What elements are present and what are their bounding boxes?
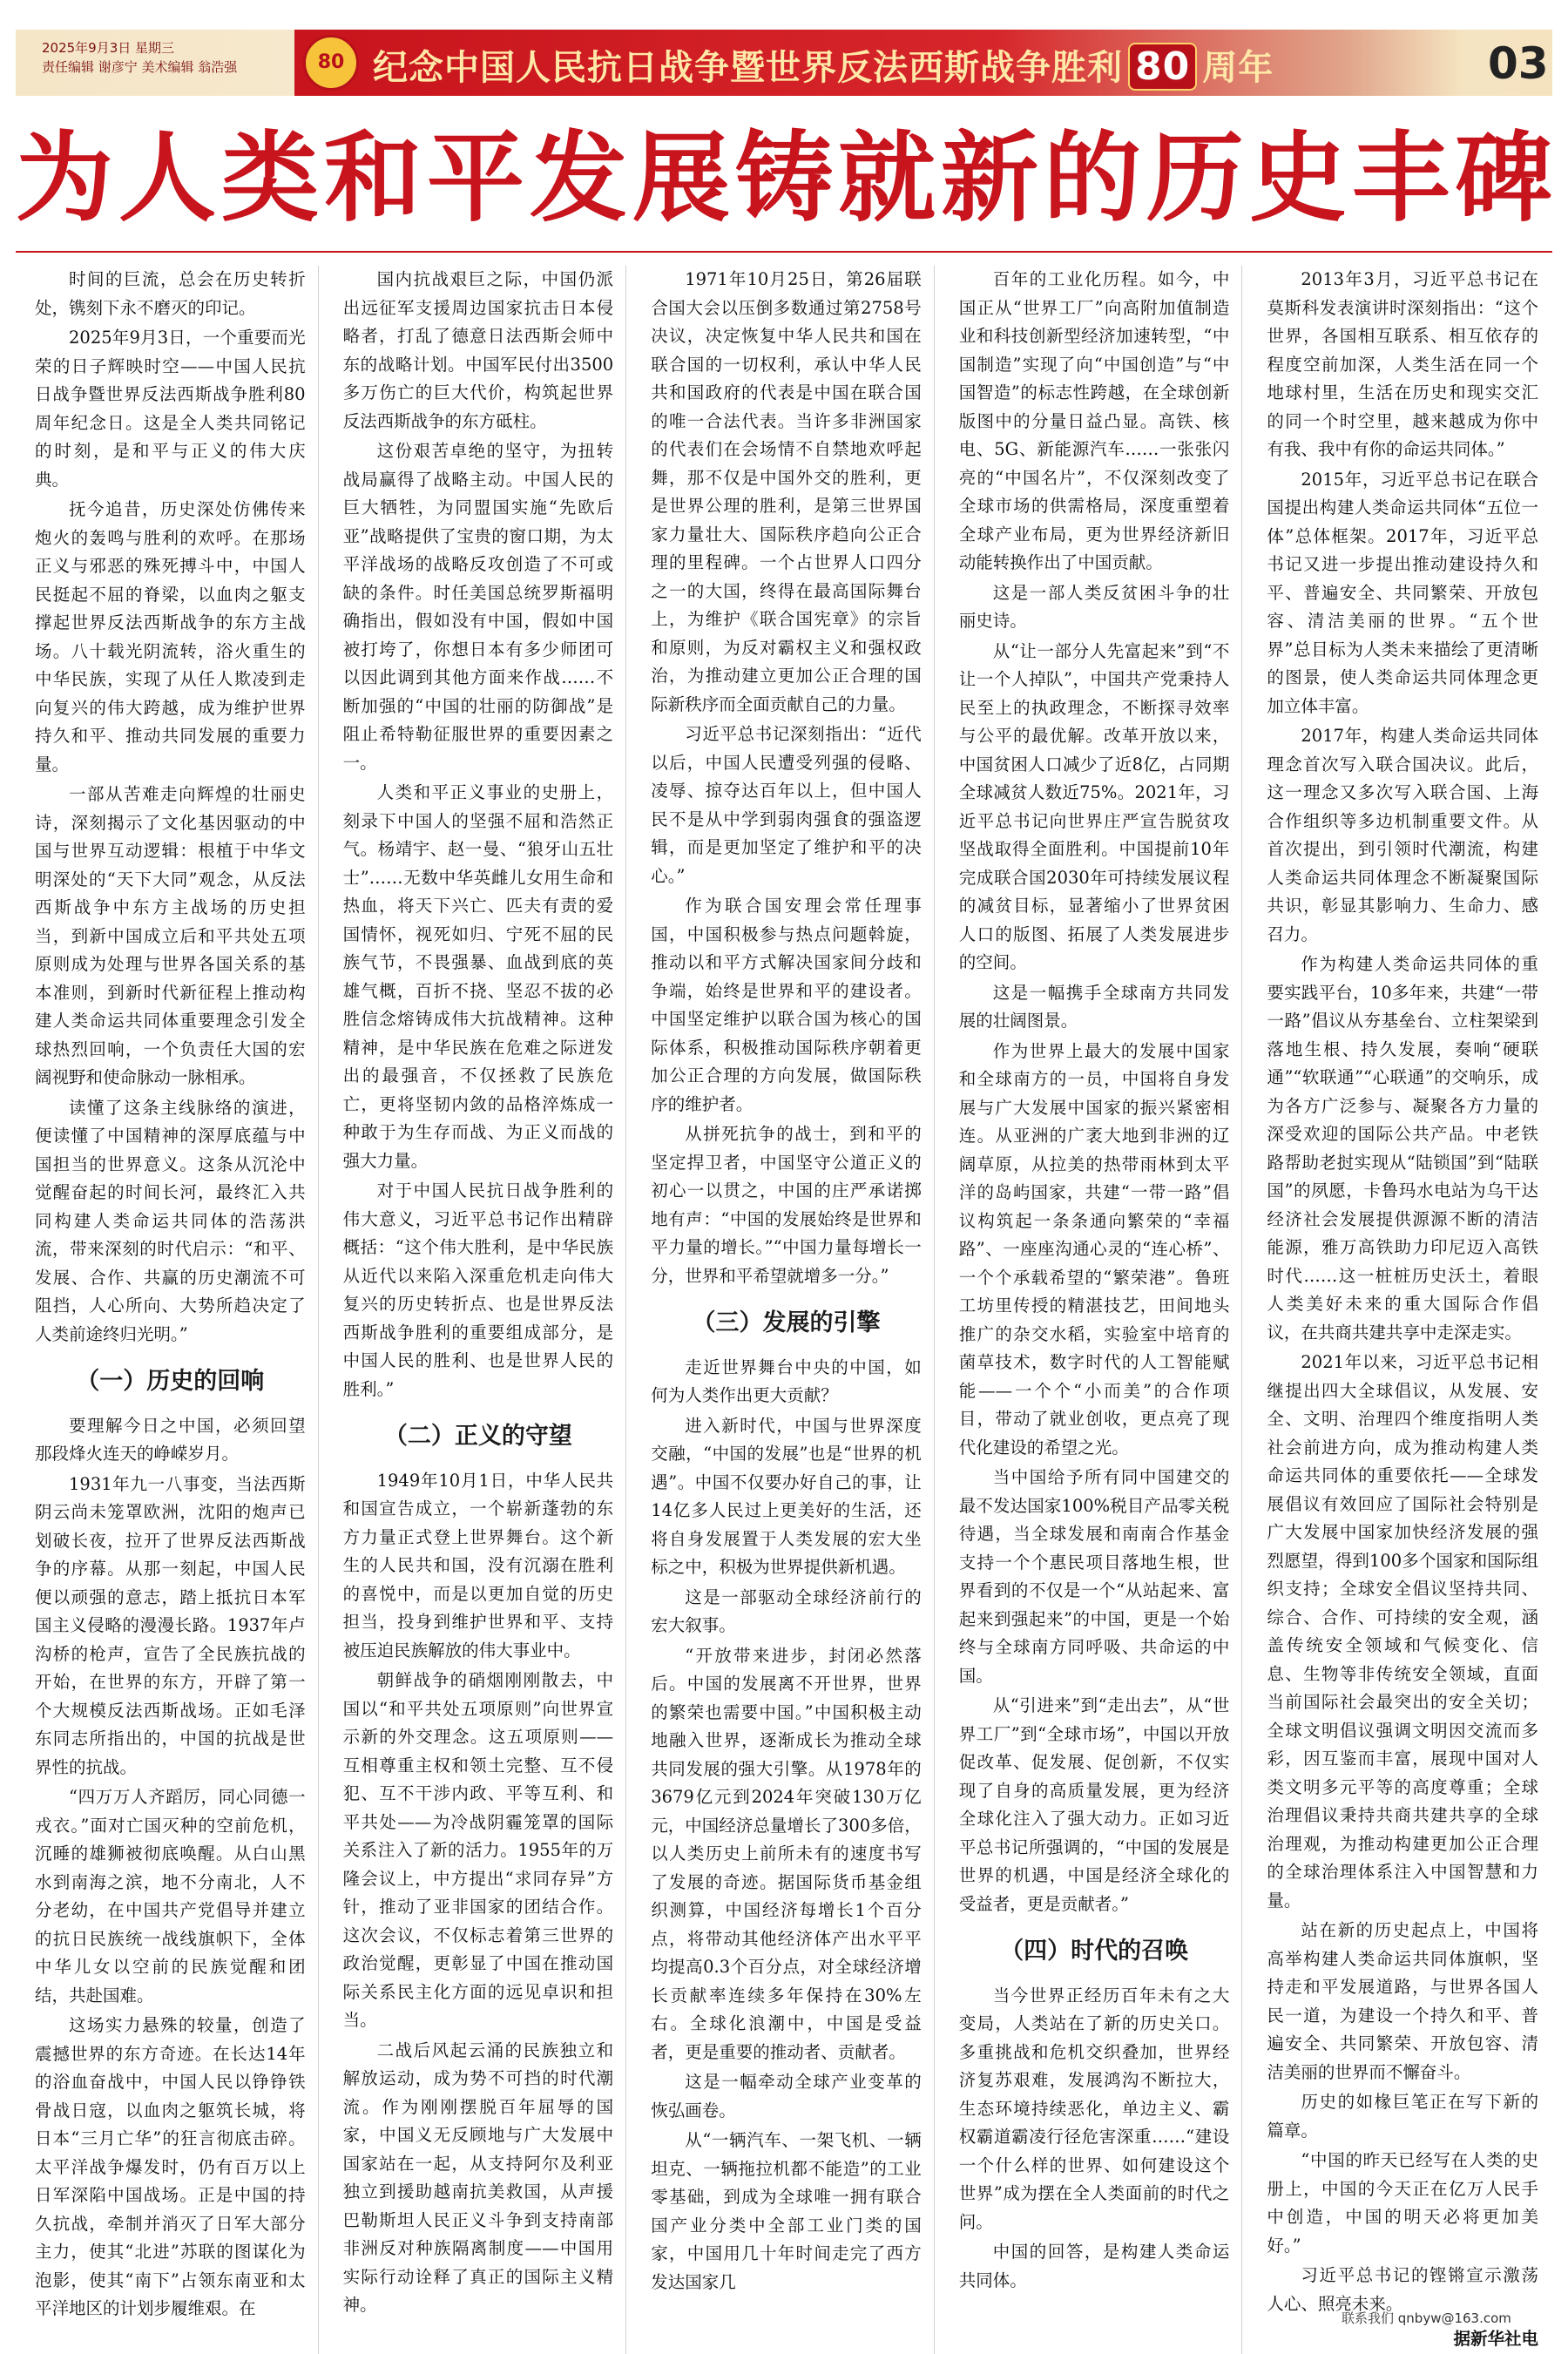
section-heading: （四）时代的召唤 xyxy=(1000,1938,1189,1965)
article-paragraph: 从“一辆汽车、一架飞机、一辆坦克、一辆拖拉机都不能造”的工业零基础，到成为全球唯一拥有联合国产业分类中全部工业门类的国家，中国用几十年时间走完了西方发达国家几 xyxy=(651,2130,922,2292)
article-paragraph: 1971年10月25日，第26届联合国大会以压倒多数通过第2758号决议，决定恢复中华人民共和国在联合国的一切权利，承认中华人民共和国政府的代表是中国在联合国的唯一合法代表。当许多非洲国家的代表们在会场情不自禁地欢呼起舞，那不仅是中国外交的胜利，更是世界公理的胜利，是第三世界国家力量壮大、国际秩序趋向公正合理的里程碑。一个占世界人口四分之一的大国，终得在最高国际舞台上，为维护《联合国宪章》的宗旨和原则，为反对霸权主义和强权政治，为推动建立更加公正合理的国际新秩序而全面贡献自己的力量。 xyxy=(651,269,922,714)
article-column xyxy=(35,266,319,2354)
article-paragraph: “四万万人齐蹈厉，同心同德一戎衣。”面对亡国灭种的空前危机，沉睡的雄狮被彻底唤醒。从白山黑水到南海之滨，地不分南北，人不分老幼，在中国共产党倡导并建立的抗日民族统一战线旗帜下，全体中华儿女以空前的民族觉醒和团结，共赴国难。 xyxy=(35,1787,306,2006)
headline-divider xyxy=(16,251,1552,253)
article-paragraph: 作为联合国安理会常任理事国，中国积极参与热点问题斡旋，推动以和平方式解决国家间分歧和争端，始终是世界和平的建设者。中国坚定维护以联合国为核心的国际体系，积极推动国际秩序朝着更加公正合理的方向发展，做国际秩序的维护者。 xyxy=(651,896,922,1114)
anniversary-title-pre: 纪念中国人民抗日战争暨世界反法西斯战争胜利 xyxy=(373,48,1123,88)
article-paragraph: 2013年3月，习近平总书记在莫斯科发表演讲时深刻指出：“这个世界，各国相互联系、相互依存的程度空前加深，人类生活在同一个地球村里，生活在历史和现实交汇的同一个时空里，越来越成为你中有我、我中有你的命运共同体。” xyxy=(1267,269,1538,459)
anniversary-emblem-icon xyxy=(303,35,359,91)
article-paragraph: 走近世界舞台中央的中国，如何为人类作出更大贡献？ xyxy=(651,1356,922,1405)
article-paragraph: 二战后风起云涌的民族独立和解放运动，成为势不可挡的时代潮流。作为刚刚摆脱百年屈辱的国家，中国义无反顾地与广大发展中国家站在一起，从支持阿尔及利亚独立到援助越南抗美救国，从声援巴勒斯坦人民正义斗争到支持南部非洲反对种族隔离制度——中国用实际行动诠释了真正的国际主义精神。 xyxy=(342,2039,614,2315)
anniversary-title-post: 周年 xyxy=(1202,48,1274,88)
article-paragraph: 中国的回答，是构建人类命运共同体。 xyxy=(958,2242,1230,2290)
article-paragraph: 这份艰苦卓绝的坚守，为扭转战局赢得了战略主动。中国人民的巨大牺牲，为同盟国实施“先欧后亚”战略提供了宝贵的窗口期，为太平洋战场的战略反攻创造了不可或缺的条件。时任美国总统罗斯福明确指出，假如没有中国，假如中国被打垮了，你想日本有多少师团可以因此调到其他方面来作战……不断加强的“中国的壮丽的防御战”是阻止希特勒征服世界的重要因素之一。 xyxy=(342,441,614,773)
article-paragraph: 这是一幅牵动全球产业变革的恢弘画卷。 xyxy=(651,2072,922,2121)
article-paragraph: 习近平总书记的铿锵宣示激荡人心、照亮未来。 xyxy=(1267,2265,1538,2314)
page-banner xyxy=(16,30,1552,96)
issue-info xyxy=(42,38,260,77)
article-paragraph: 从拼死抗争的战士，到和平的坚定捍卫者，中国坚守公道正义的初心一以贯之，中国的庄严承诺掷地有声：“中国的发展始终是世界和平力量的增长。”“中国力量每增长一分，世界和平希望就增多一分。” xyxy=(651,1124,922,1286)
emblem-number: 80 xyxy=(317,51,345,73)
anniversary-title-number: 80 xyxy=(1128,43,1197,91)
article-paragraph: 时间的巨流，总会在历史转折处，镌刻下永不磨灭的印记。 xyxy=(35,269,306,318)
article-paragraph: 这是一幅携手全球南方共同发展的壮阔图景。 xyxy=(958,982,1230,1031)
article-paragraph: 百年的工业化历程。如今，中国正从“世界工厂”向高附加值制造业和科技创新型经济加速转型，“中国制造”实现了向“中国创造”与“中国智造”的标志性跨越，在全球创新版图中的分量日益凸显。高铁、核电、5G、新能源汽车……一张张闪亮的“中国名片”，不仅深刻改变了全球市场的供需格局，深度重塑着全球产业布局，更为世界经济新旧动能转换作出了中国贡献。 xyxy=(958,269,1230,572)
editors-credit: 责任编辑 谢彦宁 美术编辑 翁浩强 xyxy=(42,59,238,75)
article-paragraph: 国内抗战艰巨之际，中国仍派出远征军支援周边国家抗击日本侵略者，打乱了德意日法西斯会师中东的战略计划。中国军民付出3500多万伤亡的巨大代价，构筑起世界反法西斯战争的东方砥柱。 xyxy=(342,269,614,431)
article-paragraph: 从“引进来”到“走出去”，从“世界工厂”到“全球市场”，中国以开放促改革、促发展、促创新，不仅实现了自身的高质量发展，更为经济全球化注入了强大动力。正如习近平总书记所强调的，“中国的发展是世界的机遇，中国是经济全球化的受益者，更是贡献者。” xyxy=(958,1695,1230,1914)
article-paragraph: 这是一部人类反贫困斗争的壮丽史诗。 xyxy=(958,582,1230,631)
article-paragraph: 对于中国人民抗日战争胜利的伟大意义，习近平总书记作出精辟概括：“这个伟大胜利，是中华民族从近代以来陷入深重危机走向伟大复兴的历史转折点、也是世界反法西斯战争胜利的重要组成部分，是中国人民的胜利、也是世界人民的胜利。” xyxy=(342,1180,614,1399)
article-paragraph: 进入新时代，中国与世界深度交融，“中国的发展”也是“世界的机遇”。中国不仅要办好自己的事，让14亿多人民过上更美好的生活，还将自身发展置于人类发展的宏大坐标之中，积极为世界提供新机遇。 xyxy=(651,1415,922,1577)
article-paragraph: 2025年9月3日，一个重要而光荣的日子辉映时空——中国人民抗日战争暨世界反法西斯战争胜利80周年纪念日。这是全人类共同铭记的时刻，是和平与正义的伟大庆典。 xyxy=(35,328,306,490)
article-column xyxy=(1267,266,1551,2354)
article-paragraph: 2017年，构建人类命运共同体理念首次写入联合国决议。此后，这一理念又多次写入联合国、上海合作组织等多边机制重要文件。从首次提出，到引领时代潮流，构建人类命运共同体理念不断凝聚国际共识，彰显其影响力、生命力、感召力。 xyxy=(1267,726,1538,944)
article-paragraph: 朝鲜战争的硝烟刚刚散去，中国以“和平共处五项原则”向世界宣示新的外交理念。这五项原则——互相尊重主权和领土完整、互不侵犯、互不干涉内政、平等互利、和平共处——为冷战阴霾笼罩的国际关系注入了新的活力。1955年的万隆会议上，中方提出“求同存异”方针，推动了亚非国家的团结合作。这次会议，不仅标志着第三世界的政治觉醒，更彰显了中国在推动国际关系民主化方面的远见卓识和担当。 xyxy=(342,1670,614,2030)
article-paragraph: 这场实力悬殊的较量，创造了震撼世界的东方奇迹。在长达14年的浴血奋战中，中国人民以铮铮铁骨战日寇，以血肉之躯筑长城，将日本“三月亡华”的狂言彻底击碎。太平洋战争爆发时，仍有百万以上日军深陷中国战场。正是中国的持久抗战，牵制并消灭了日军大部分主力，使其“北进”苏联的图谋化为泡影，使其“南下”占领东南亚和太平洋地区的计划步履维艰。在 xyxy=(35,2015,306,2318)
page-number: 03 xyxy=(1488,38,1549,89)
article-paragraph: 读懂了这条主线脉络的演进，便读懂了中国精神的深厚底蕴与中国担当的世界意义。这条从沉沦中觉醒奋起的时间长河，最终汇入共同构建人类命运共同体的浩荡洪流，带来深刻的时代启示：“和平、发展、合作、共赢的历史潮流不可阻挡，人心所向、大势所趋决定了人类前途终归光明。” xyxy=(35,1097,306,1344)
footer-contact: 联系我们 qnbyw@163.com xyxy=(1342,2310,1511,2326)
article-paragraph: 1949年10月1日，中华人民共和国宣告成立，一个崭新蓬勃的东方力量正式登上世界舞台。这个新生的人民共和国，没有沉溺在胜利的喜悦中，而是以更加自觉的历史担当，投身到维护世界和平、支持被压迫民族解放的伟大事业中。 xyxy=(342,1470,614,1661)
article-paragraph: 习近平总书记深刻指出：“近代以后，中国人民遭受列强的侵略、凌辱、掠夺达百年以上，但中国人民不是从中学到弱肉强食的强盗逻辑，而是更加坚定了维护和平的决心。” xyxy=(651,724,922,886)
article-column xyxy=(959,266,1243,2354)
article-paragraph: 抚今追昔，历史深处仿佛传来炮火的轰鸣与胜利的欢呼。在那场正义与邪恶的殊死搏斗中，中国人民挺起不屈的脊梁，以血肉之躯支撑起世界反法西斯战争的东方主战场。八十载光阴流转，浴火重生的中华民族，实现了从任人欺凌到走向复兴的伟大跨越，成为维护世界持久和平、推动共同发展的重要力量。 xyxy=(35,499,306,775)
article-paragraph: 从“让一部分人先富起来”到“不让一个人掉队”，中国共产党秉持人民至上的执政理念，不断探寻效率与公平的最优解。改革开放以来，中国贫困人口减少了近8亿，占同期全球减贫人数近75%。2021年，习近平总书记向世界庄严宣告脱贫攻坚战取得全面胜利。中国提前10年完成联合国2030年可持续发展议程的减贫目标，显著缩小了世界贫困人口的版图、拓展了人类发展进步的空间。 xyxy=(958,640,1230,972)
section-heading: （二）正义的守望 xyxy=(383,1423,572,1450)
article-paragraph: 作为世界上最大的发展中国家和全球南方的一员，中国将自身发展与广大发展中国家的振兴紧密相连。从亚洲的广袤大地到非洲的辽阔草原，从拉美的热带雨林到太平洋的岛屿国家，共建“一带一路”倡议构筑起一条条通向繁荣的“幸福路”、一座座沟通心灵的“连心桥”、一个个承载希望的“繁荣港”。鲁班工坊里传授的精湛技艺，田间地头推广的杂交水稻，实验室中培育的菌草技术，数字时代的人工智能赋能——一个个“小而美”的合作项目，带动了就业创收，更点亮了现代化建设的希望之光。 xyxy=(958,1040,1230,1458)
article-paragraph: 要理解今日之中国，必须回望那段烽火连天的峥嵘岁月。 xyxy=(35,1415,306,1464)
article-paragraph: 这是一部驱动全球经济前行的宏大叙事。 xyxy=(651,1586,922,1635)
article-paragraph: 站在新的历史起点上，中国将高举构建人类命运共同体旗帜，坚持走和平发展道路，与世界各国人民一道，为建设一个持久和平、普遍安全、共同繁荣、开放包容、清洁美丽的世界而不懈奋斗。 xyxy=(1267,1920,1538,2082)
article-paragraph: “中国的昨天已经写在人类的史册上，中国的今天正在亿万人民手中创造，中国的明天必将更加美好。” xyxy=(1267,2150,1538,2256)
article-paragraph: 一部从苦难走向辉煌的壮丽史诗，深刻揭示了文化基因驱动的中国与世界互动逻辑：根植于中华文明深处的“天下大同”观念，从反法西斯战争中东方主战场的历史担当，到新中国成立后和平共处五项原则成为处理与世界各国关系的基本准则，到新时代新征程上推动构建人类命运共同体重要理念引发全球热烈回响，一个负责任大国的宏阔视野和使命脉动一脉相承。 xyxy=(35,784,306,1087)
article-paragraph: 2015年，习近平总书记在联合国提出构建人类命运共同体“五位一体”总体框架。2017年，习近平总书记又进一步提出推动建设持久和平、普遍安全、共同繁荣、开放包容、清洁美丽的世界。“五个世界”总目标为人类未来描绘了更清晰的图景，使人类命运共同体理念更加立体丰富。 xyxy=(1267,469,1538,716)
article-column xyxy=(343,266,627,2354)
article-paragraph: 当今世界正经历百年未有之大变局，人类站在了新的历史关口。多重挑战和危机交织叠加，世界经济复苏艰难，发展鸿沟不断拉大，生态环境持续恶化，单边主义、霸权霸道霸凌行径危害深重……“建设一个什么样的世界、如何建设这个世界”成为摆在全人类面前的时代之问。 xyxy=(958,1985,1230,2232)
article-paragraph: 1931年九一八事变，当法西斯阴云尚未笼罩欧洲，沈阳的炮声已划破长夜，拉开了世界反法西斯战争的序幕。从那一刻起，中国人民便以顽强的意志，踏上抵抗日本军国主义侵略的漫漫长路。1937年卢沟桥的枪声，宣告了全民族抗战的开始，在世界的东方，开辟了第一个大规模反法西斯战场。正如毛泽东同志所指出的，中国的抗战是世界性的抗战。 xyxy=(35,1473,306,1777)
issue-date: 2025年9月3日 星期三 xyxy=(42,40,175,56)
article-paragraph: “开放带来进步，封闭必然落后。中国的发展离不开世界，世界的繁荣也需要中国。”中国积极主动地融入世界，逐渐成长为推动全球共同发展的强大引擎。从1978年的3679亿元到2024年突破130万亿元，中国经济总量增长了300多倍，以人类历史上前所未有的速度书写了发展的奇迹。据国际货币基金组织测算，中国经济每增长1个百分点，将带动其他经济体产出水平平均提高0.3个百分点，对全球经济增长贡献率连续多年保持在30%左右。全球化浪潮中，中国是受益者，更是重要的推动者、贡献者。 xyxy=(651,1645,922,2062)
article-paragraph: 2021年以来，习近平总书记相继提出四大全球倡议，从发展、安全、文明、治理四个维度指明人类社会前进方向，成为推动构建人类命运共同体的重要依托——全球发展倡议有效回应了国际社会特别是广大发展中国家加快经济发展的强烈愿望，得到100多个国家和国际组织支持；全球安全倡议坚持共同、综合、合作、可持续的安全观，涵盖传统安全领域和气候变化、信息、生物等非传统安全领域，直面当前国际社会最突出的安全关切；全球文明倡议强调文明因交流而多彩，因互鉴而丰富，展现中国对人类文明多元平等的高度尊重；全球治理倡议秉持共商共建共享的全球治理观，为推动构建更加公正合理的全球治理体系注入中国智慧和力量。 xyxy=(1267,1352,1538,1911)
article-paragraph: 当中国给予所有同中国建交的最不发达国家100%税目产品零关税待遇，当全球发展和南南合作基金支持一个个惠民项目落地生根，世界看到的不仅是一个“从站起来、富起来到强起来”的中国，更是一个始终与全球南方同呼吸、共命运的中国。 xyxy=(958,1467,1230,1686)
article-paragraph: 作为构建人类命运共同体的重要实践平台，10多年来，共建“一带一路”倡议从夯基垒台、立柱架梁到落地生根、持久发展，奏响“硬联通”“软联通”“心联通”的交响乐，成为各方广泛参与、凝聚各方力量的深受欢迎的国际公共产品。中老铁路帮助老挝实现从“陆锁国”到“陆联国”的夙愿，卡鲁玛水电站为乌干达经济社会发展提供源源不断的清洁能源，雅万高铁助力印尼迈入高铁时代……这一桩桩历史沃土，着眼人类美好未来的重大国际合作倡议，在共商共建共享中走深走实。 xyxy=(1267,954,1538,1343)
section-heading: （一）历史的回响 xyxy=(76,1368,265,1395)
anniversary-title xyxy=(373,40,1274,91)
article-byline: 据新华社电 xyxy=(1453,2329,1538,2349)
article-column xyxy=(651,266,935,2354)
article-paragraph: 人类和平正义事业的史册上，刻录下中国人的坚强不屈和浩然正气。杨靖宇、赵一曼、“狼牙山五壮士”……无数中华英雌儿女用生命和热血，将天下兴亡、匹夫有责的爱国情怀，视死如归、宁死不屈的民族气节，不畏强暴、血战到底的英雄气概，百折不挠、坚忍不拔的必胜信念熔铸成伟大抗战精神。这种精神，是中华民族在危难之际迸发出的最强音，不仅拯救了民族危亡，更将坚韧内敛的品格淬炼成一种敢于为生存而战、为正义而战的强大力量。 xyxy=(342,782,614,1171)
section-heading: （三）发展的引擎 xyxy=(692,1309,881,1336)
article-paragraph: 历史的如椽巨笔正在写下新的篇章。 xyxy=(1267,2092,1538,2141)
main-headline: 为人类和平发展铸就新的历史丰碑 xyxy=(16,122,1558,235)
